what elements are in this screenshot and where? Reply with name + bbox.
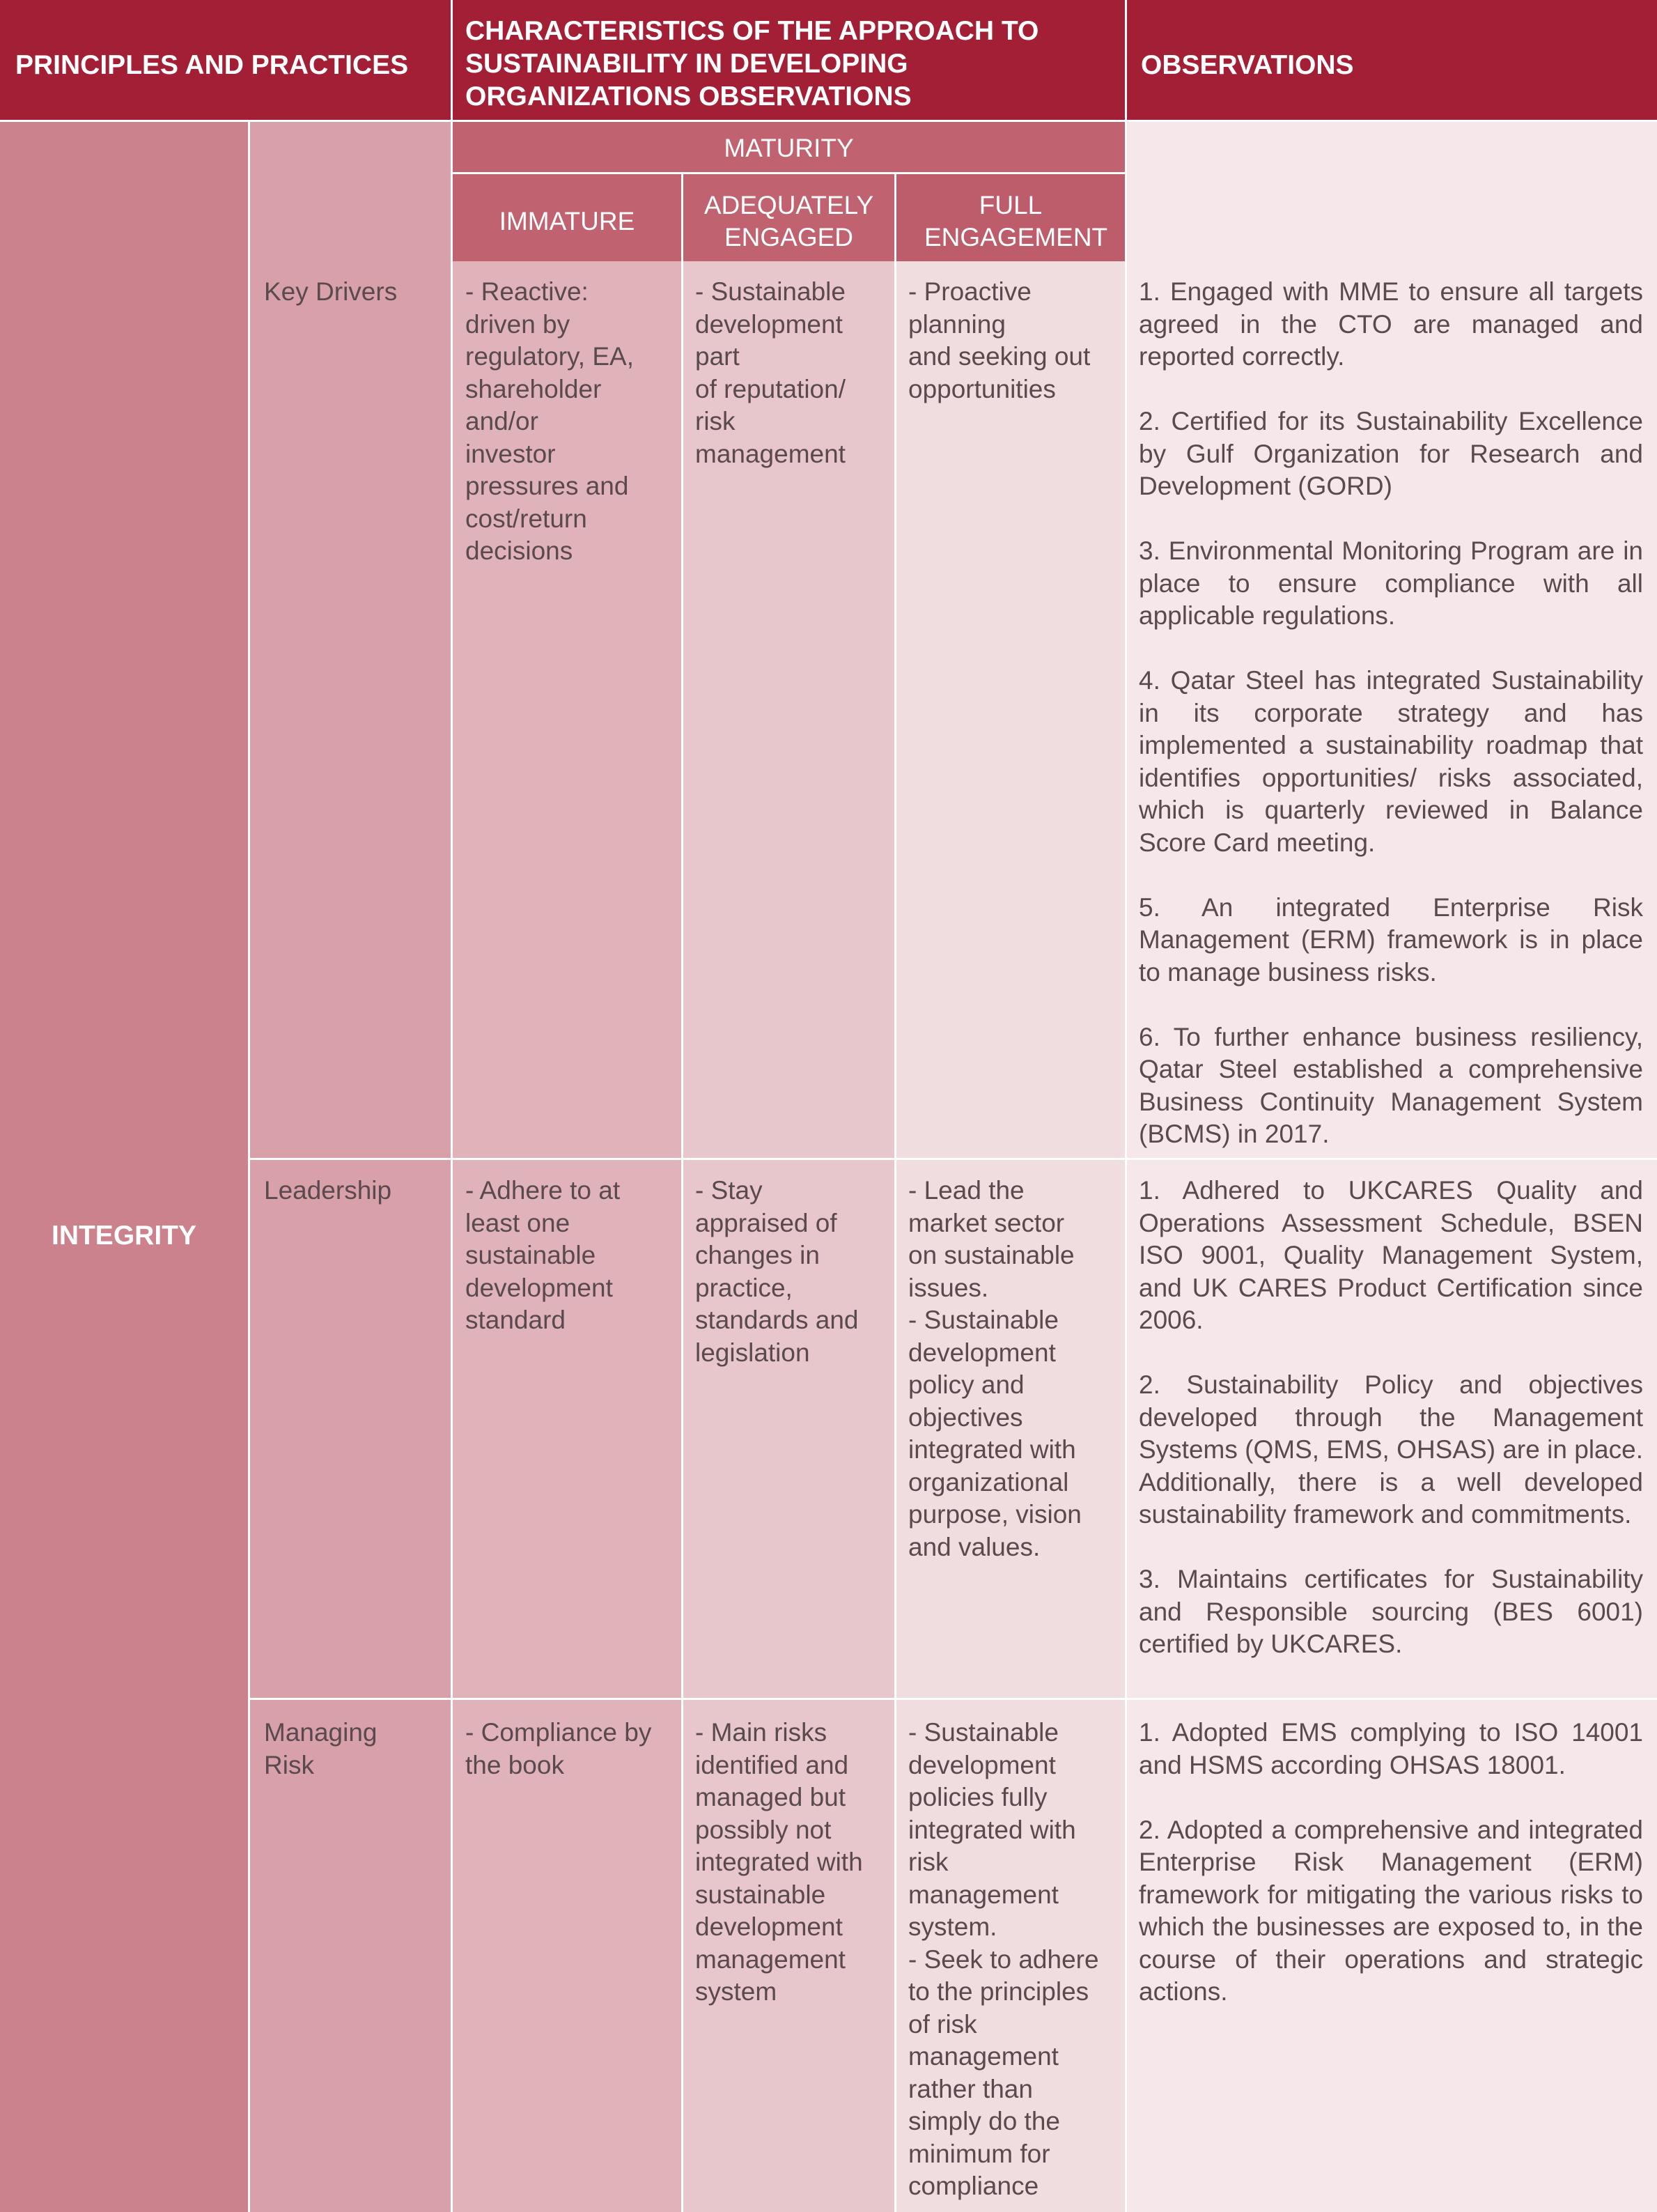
header-divider-2 — [1125, 0, 1127, 120]
maturity-label: MATURITY — [724, 134, 854, 162]
adequate-header — [683, 174, 894, 261]
row-key-drivers-immature: - Reactive: driven by regulatory, EA, shareholder and/or investor pressures and cost/return decisions — [465, 277, 634, 565]
row-key-drivers-full: - Proactive planning and seeking out opportunities — [908, 277, 1091, 403]
observation-item: 5. An integrated Enterprise Risk Management (ERM) framework is in place to manage business risks. — [1139, 892, 1643, 987]
header-observations-label: OBSERVATIONS — [1141, 50, 1354, 80]
observation-item: 6. To further enhance business resiliency, Qatar Steel established a comprehensive Business Continuity Management System (BCMS) in 2017. — [1139, 1022, 1643, 1148]
row-managing-risk-practice: Managing Risk — [264, 1718, 378, 1779]
header-observations — [1127, 0, 1657, 120]
adequate-label: ADEQUATELY ENGAGED — [703, 191, 874, 252]
full-label: FULL ENGAGEMENT — [924, 191, 1108, 252]
divider-v2 — [451, 122, 453, 2212]
observation-item: 1. Adopted EMS complying to ISO 14001 and HSMS according OHSAS 18001. — [1139, 1718, 1643, 1779]
observation-item: 3. Maintains certificates for Sustainability and Responsible sourcing (BES 6001) certified by UKCARES. — [1139, 1565, 1643, 1658]
row-key-drivers-practice: Key Drivers — [264, 277, 398, 306]
divider-v3 — [681, 174, 683, 2212]
row-separator-1 — [250, 1158, 1657, 1160]
principle-column — [0, 122, 248, 2212]
row-key-drivers-observations — [1139, 276, 1643, 1151]
row-managing-risk-full: - Sustainable development policies fully integrated with risk management system. - Seek to adhere to the principles of risk management rather than simply do the minimum for compliance — [908, 1718, 1099, 2200]
header-principles — [0, 0, 451, 120]
observation-item: 2. Adopted a comprehensive and integrated Enterprise Risk Management (ERM) framework for mitigating the various risks to which the businesses are exposed to, in the course of their operations and strategic actions. — [1139, 1815, 1643, 2006]
practice-column — [250, 122, 451, 2212]
observation-item: 1. Adhered to UKCARES Quality and Operations Assessment Schedule, BSEN ISO 9001, Quality Management System, and UK CARES Product Certification since 2006. — [1139, 1176, 1643, 1334]
row-leadership-observations — [1139, 1175, 1643, 1661]
immature-header — [453, 174, 681, 261]
immature-label: IMMATURE — [499, 207, 635, 235]
row-managing-risk-immature: - Compliance by the book — [465, 1718, 652, 1779]
row-leadership-immature: - Adhere to at least one sustainable development standard — [465, 1176, 621, 1334]
row-managing-risk-observations — [1139, 1717, 1643, 2009]
divider-v5 — [1125, 122, 1127, 2212]
divider-v4 — [894, 174, 896, 2212]
observation-item: 3. Environmental Monitoring Program are in place to ensure compliance with all applicable regulations. — [1139, 536, 1643, 630]
maturity-header — [453, 122, 1125, 172]
principle-label: INTEGRITY — [51, 1221, 196, 1251]
header-divider-1 — [451, 0, 453, 120]
observation-item: 2. Certified for its Sustainability Excellence by Gulf Organization for Research and Development (GORD) — [1139, 407, 1643, 500]
row-managing-risk-adequate: - Main risks identified and managed but possibly not integrated with sustainable development management system — [695, 1718, 863, 2006]
row-separator-2 — [250, 1698, 1657, 1700]
row-leadership-adequate: - Stay appraised of changes in practice, standards and legislation — [695, 1176, 859, 1367]
row-key-drivers-adequate: - Sustainable development part of reputation/ risk management — [695, 277, 846, 468]
full-header — [896, 174, 1125, 261]
row-leadership-practice: Leadership — [264, 1176, 392, 1205]
observation-item: 2. Sustainability Policy and objectives developed through the Management Systems (QMS, EMS, OHSAS) are in place. Additionally, there is a well developed sustainability framework and commitments. — [1139, 1370, 1643, 1529]
observation-item: 4. Qatar Steel has integrated Sustainability in its corporate strategy and has implemented a sustainability roadmap that identifies opportunities/ risks associated, which is quarterly reviewed in Balance Score Card meeting. — [1139, 666, 1643, 857]
observation-item: 1. Engaged with MME to ensure all targets agreed in the CTO are managed and reported correctly. — [1139, 277, 1643, 371]
header-characteristics — [453, 0, 1125, 120]
principle-integrity — [0, 1221, 248, 1251]
row-leadership-full: - Lead the market sector on sustainable issues. - Sustainable development policy and objectives integrated with organizational purpose, vision and values. — [908, 1176, 1082, 1561]
header-principles-label: PRINCIPLES AND PRACTICES — [15, 50, 409, 80]
divider-v1 — [248, 122, 250, 2212]
header-characteristics-label: CHARACTERISTICS OF THE APPROACH TO SUSTAINABILITY IN DEVELOPING ORGANIZATIONS OBSERVATIONS — [465, 16, 1039, 111]
